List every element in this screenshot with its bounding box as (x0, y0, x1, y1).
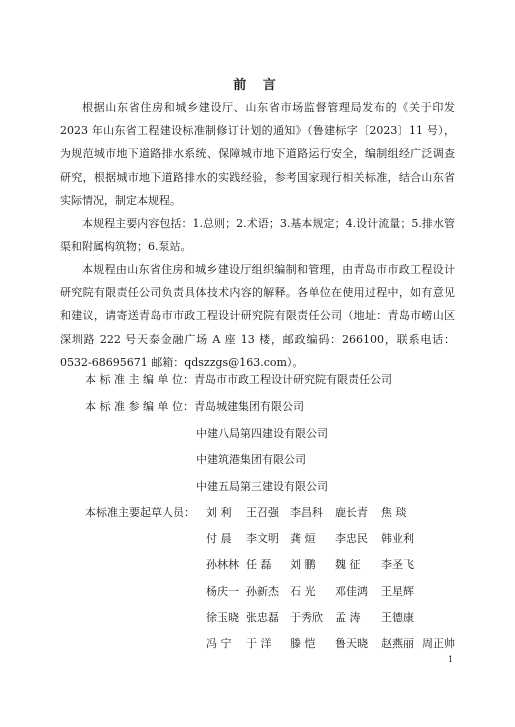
drafter-name: 付 晨 (206, 532, 232, 545)
page-number: 1 (448, 655, 454, 664)
drafter-name: 赵燕丽 (381, 637, 414, 650)
preface-paragraph-1: 根据山东省住房和城乡建设厅、山东省市场监督管理局发布的《关于印发 2023 年山东省工程建设标准制修订计划的通知》（鲁建标字〔2023〕11 号），为规范城市地下道路排水系统、保障城市地下道路运行安全，编制组经广泛调查研究，根据城市地下道路排水的实践经验，参考国家现行相关标准，结合山东省实际情况，制定本规程。 (60, 101, 455, 207)
drafter-name: 王星辉 (381, 585, 414, 598)
drafter-name: 于秀欣 (290, 611, 323, 624)
drafters-label: 本标准主要起草人员： (85, 506, 195, 519)
drafter-name: 邓佳鸿 (335, 585, 368, 598)
drafter-name: 王德康 (381, 611, 414, 624)
drafter-name: 焦 琰 (381, 506, 407, 519)
drafter-name: 孟 涛 (335, 611, 361, 624)
co-editor-line (85, 399, 304, 415)
drafter-name: 任 磊 (246, 558, 272, 571)
drafter-name: 杨庆一 (206, 585, 239, 598)
chief-editor-unit: 青岛市市政工程设计研究院有限责任公司 (193, 373, 392, 386)
co-editor-label: 本 标 准 参 编 单 位： (85, 400, 194, 413)
page-title: 前 言 (233, 78, 282, 93)
drafter-name: 龚 烜 (290, 532, 316, 545)
co-editor-unit: 中建五局第三建设有限公司 (196, 480, 328, 493)
drafter-name: 鲁天晓 (335, 637, 368, 650)
drafter-name: 李昌科 (290, 506, 323, 519)
chief-editor-label: 本 标 准 主 编 单 位： (85, 373, 194, 386)
co-editor-unit: 中建八局第四建设有限公司 (196, 427, 328, 440)
drafter-name: 孙新杰 (246, 585, 279, 598)
preface-paragraph-2: 本规程主要内容包括：1.总则；2.术语；3.基本规定；4.设计流量；5.排水管渠和附属构筑物；6.泵站。 (60, 217, 455, 254)
chief-editor-line (85, 372, 392, 388)
co-editor-unit: 青岛城建集团有限公司 (193, 400, 304, 413)
drafter-name: 于 洋 (246, 637, 272, 650)
drafter-name: 刘 鹏 (290, 558, 316, 571)
drafter-name: 李文明 (246, 532, 279, 545)
drafter-name: 刘 利 (206, 506, 232, 519)
co-editor-unit: 中建筑港集团有限公司 (196, 453, 306, 466)
drafter-name: 李圣飞 (381, 558, 414, 571)
drafter-name: 王召强 (246, 506, 279, 519)
drafter-name: 石 光 (290, 585, 316, 598)
drafter-name: 魏 征 (335, 558, 361, 571)
drafter-name: 李忠民 (335, 532, 368, 545)
drafter-name: 周正帅 (422, 637, 455, 650)
drafter-name: 滕 恺 (290, 637, 316, 650)
drafter-name: 冯 宁 (206, 637, 232, 650)
drafter-name: 孙林林 (206, 558, 239, 571)
preface-paragraph-3: 本规程由山东省住房和城乡建设厅组织编制和管理，由青岛市市政工程设计研究院有限责任公司负责具体技术内容的解释。各单位在使用过程中，如有意见和建议，请寄送青岛市市政工程设计研究院有限责任公司（地址：青岛市崂山区深圳路 222 号天泰金融广场 A 座 13 楼，邮政编码：266100，联系电话：0532-68695671 邮箱：qdszzgs@163.com）。 (60, 263, 455, 369)
drafter-name: 韩业利 (381, 532, 414, 545)
drafter-name: 张忠磊 (246, 611, 279, 624)
drafter-name: 鹿长青 (335, 506, 368, 519)
drafter-name: 徐玉晓 (206, 611, 239, 624)
